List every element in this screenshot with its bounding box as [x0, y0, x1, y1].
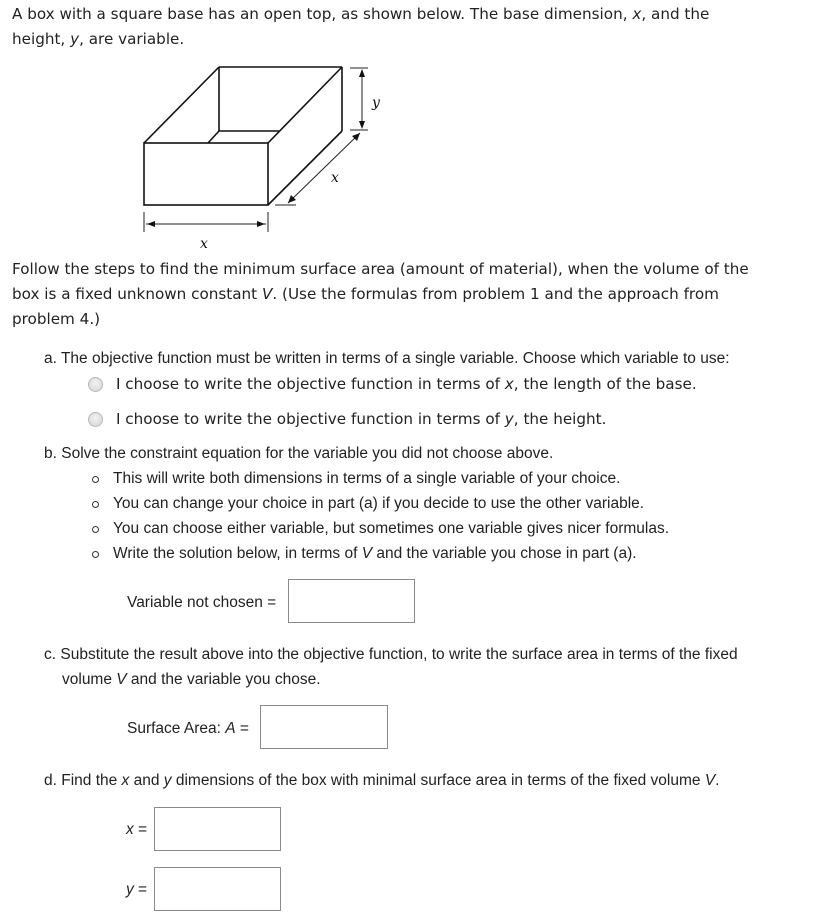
label-depth-x: x: [331, 170, 339, 186]
instructions-paragraph: [12, 257, 812, 332]
hint-item: You can choose either variable, but sometimes one variable gives nicer formulas.: [113, 520, 670, 537]
var-y: y: [70, 30, 80, 48]
variable-not-chosen-input[interactable]: [288, 579, 415, 623]
radio-button-y[interactable]: [88, 412, 103, 427]
radio-label-y[interactable]: I choose to write the objective function in terms of y, the height.: [116, 410, 607, 428]
bullet-icon: [92, 551, 99, 558]
radio-option-y[interactable]: [88, 407, 606, 431]
intro-text: , and the: [641, 5, 710, 23]
y-dimension-label: y =: [126, 881, 148, 898]
var-V: V: [261, 285, 273, 303]
radio-button-x[interactable]: [88, 377, 103, 392]
instructions-text: box is a fixed unknown constant: [12, 285, 262, 303]
radio-option-x[interactable]: [88, 372, 697, 396]
intro-text: A box with a square base has an open top, as shown below. The base dimension,: [12, 5, 633, 23]
bullet-icon: [92, 526, 99, 533]
surface-area-label: Surface Area: A =: [127, 720, 249, 737]
instructions-text: problem 4.): [12, 310, 101, 328]
surface-area-input[interactable]: [260, 705, 388, 749]
radio-label-x[interactable]: I choose to write the objective function in terms of x, the length of the base.: [116, 375, 697, 393]
hint-item: This will write both dimensions in terms of a single variable of your choice.: [113, 470, 621, 487]
part-b-prompt: b. Solve the constraint equation for the variable you did not choose above.: [44, 445, 554, 462]
hint-item: You can change your choice in part (a) if you decide to use the other variable.: [113, 495, 645, 512]
variable-not-chosen-label: Variable not chosen =: [127, 594, 277, 611]
open-box-diagram: [130, 60, 400, 255]
part-c-prompt: c. Substitute the result above into the objective function, to write the surface area in terms of the fixed volume V and the variable you chose.: [44, 646, 738, 688]
intro-text: height,: [12, 30, 71, 48]
hint-item: Write the solution below, in terms of V and the variable you chose in part (a).: [113, 545, 637, 562]
x-dimension-label: x =: [126, 821, 148, 838]
label-height-y: y: [372, 95, 380, 111]
part-d-prompt: d. Find the x and y dimensions of the box with minimal surface area in terms of the fixed volume V.: [44, 772, 720, 789]
bullet-icon: [92, 501, 99, 508]
y-dimension-input[interactable]: [154, 867, 281, 911]
part-a-prompt: a. The objective function must be written in terms of a single variable. Choose which variable to use:: [44, 350, 730, 367]
var-x: x: [632, 5, 642, 23]
instructions-text: Follow the steps to find the minimum surface area (amount of material), when the volume of the: [12, 260, 749, 278]
x-dimension-input[interactable]: [154, 807, 281, 851]
instructions-text: . (Use the formulas from problem 1 and the approach from: [272, 285, 719, 303]
intro-text: , are variable.: [79, 30, 185, 48]
intro-paragraph: [12, 2, 812, 52]
bullet-icon: [92, 476, 99, 483]
label-base-x: x: [200, 236, 208, 252]
front-face: [144, 143, 268, 205]
